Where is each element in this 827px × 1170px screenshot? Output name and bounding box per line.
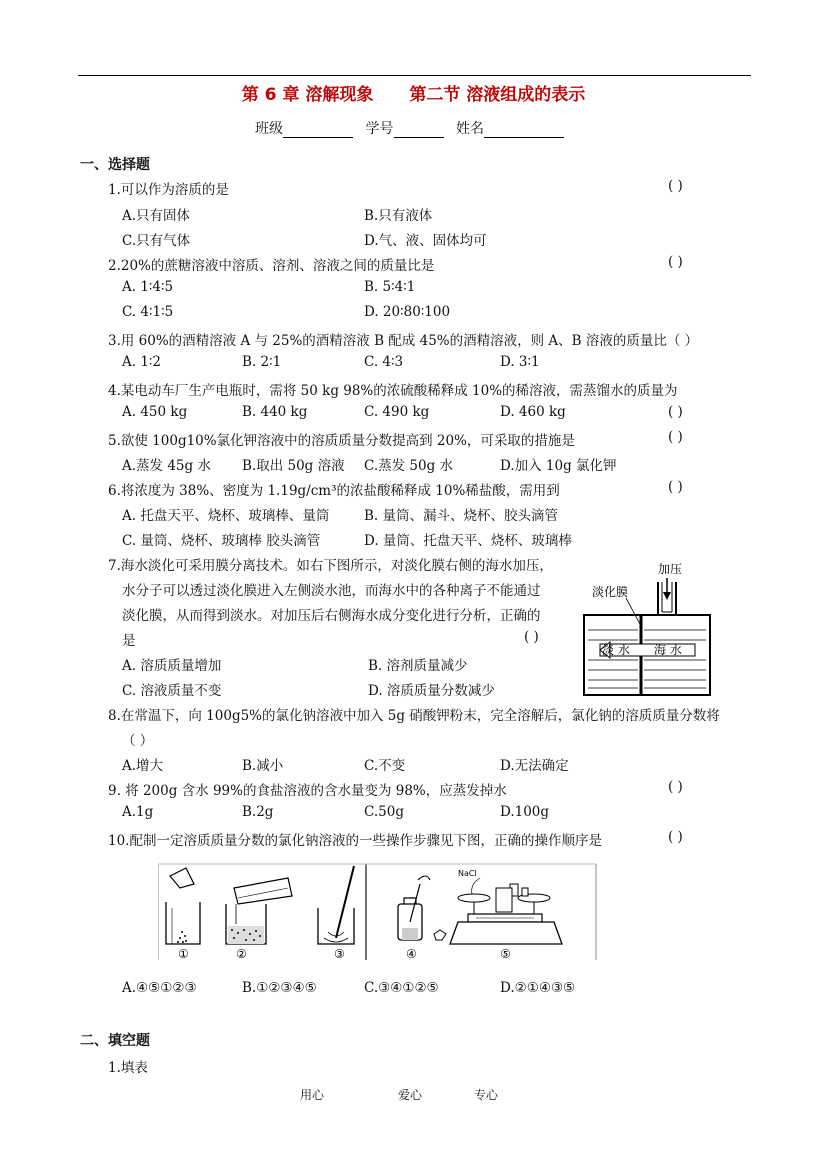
- q7-stem-line2: 水分子可以透过淡化膜进入左侧淡水池，而海水中的各种离子不能通过: [122, 583, 541, 599]
- footer-text-1: 用心: [300, 1088, 325, 1102]
- q4-option-b[interactable]: B. 440 kg: [242, 404, 308, 420]
- q9-option-d[interactable]: D.100g: [500, 804, 550, 820]
- step1-label: ①: [178, 947, 189, 961]
- q7-option-c[interactable]: C. 溶液质量不变: [122, 683, 222, 699]
- step5-label: ⑤: [500, 947, 511, 961]
- q1-answer-blank[interactable]: ( ): [668, 178, 683, 194]
- page-title: 第 6 章 溶解现象 第二节 溶液组成的表示: [241, 85, 586, 105]
- q1-option-c[interactable]: C.只有气体: [122, 233, 191, 249]
- id-label: 学号: [365, 121, 394, 137]
- q3-option-d[interactable]: D. 3∶1: [500, 354, 540, 370]
- step3-label: ③: [334, 947, 345, 961]
- q6-stem: 6.将浓度为 38%、密度为 1.19g/cm³的浓盐酸稀释成 10%稀盐酸，需用到: [108, 483, 560, 499]
- q10-option-d[interactable]: D.②①④③⑤: [500, 980, 576, 996]
- q8-option-a[interactable]: A.增大: [122, 758, 164, 774]
- lab-steps-figure: [158, 858, 598, 970]
- q3-option-a[interactable]: A. 1∶2: [122, 354, 162, 370]
- q4-option-a[interactable]: A. 450 kg: [122, 404, 188, 420]
- q10-option-b[interactable]: B.①②③④⑤: [242, 980, 317, 996]
- name-label: 姓名: [455, 121, 484, 137]
- q1-option-b[interactable]: B.只有液体: [364, 208, 433, 224]
- fig-pressure-label: 加压: [658, 562, 683, 576]
- header-rule: [78, 75, 751, 76]
- q8-answer-blank[interactable]: （ ）: [122, 733, 154, 749]
- q5-stem: 5.欲使 100g10%氯化钾溶液中的溶质质量分数提高到 20%，可采取的措施是: [108, 433, 575, 449]
- id-blank[interactable]: [394, 123, 444, 138]
- q6-option-c[interactable]: C. 量筒、烧杯、玻璃棒 胶头滴管: [122, 533, 321, 549]
- q5-answer-blank[interactable]: ( ): [668, 429, 683, 445]
- footer-text-3: 专心: [474, 1088, 499, 1102]
- q9-option-c[interactable]: C.50g: [364, 804, 404, 820]
- section-heading-choice: 一、选择题: [80, 157, 150, 173]
- q4-option-d[interactable]: D. 460 kg: [500, 404, 566, 420]
- step5-balance-icon: [450, 869, 562, 944]
- q1-option-a[interactable]: A.只有固体: [122, 208, 191, 224]
- q8-stem: 8.在常温下，向 100g5%的氯化钠溶液中加入 5g 硝酸钾粉末，完全溶解后，氯化钠的溶质质量分数将: [108, 708, 720, 724]
- q2-stem: 2.20%的蔗糖溶液中溶质、溶剂、溶液之间的质量比是: [108, 258, 435, 274]
- q5-option-a[interactable]: A.蒸发 45g 水: [122, 458, 211, 474]
- q6-option-d[interactable]: D. 量筒、托盘天平、烧杯、玻璃棒: [364, 533, 572, 549]
- q4-option-c[interactable]: C. 490 kg: [364, 404, 430, 420]
- q2-option-a[interactable]: A. 1∶4∶5: [122, 279, 174, 295]
- q7-option-a[interactable]: A. 溶质质量增加: [122, 658, 222, 674]
- class-label: 班级: [255, 121, 284, 137]
- step4-label: ④: [406, 947, 417, 961]
- q10-stem: 10.配制一定溶质质量分数的氯化钠溶液的一些操作步骤见下图，正确的操作顺序是: [108, 833, 602, 849]
- q9-option-b[interactable]: B.2g: [242, 804, 274, 820]
- q3-option-c[interactable]: C. 4∶3: [364, 354, 404, 370]
- q3-option-b[interactable]: B. 2∶1: [242, 354, 282, 370]
- desalination-figure: [580, 560, 715, 698]
- q7-stem-line1: 7.海水淡化可采用膜分离技术。如右下图所示，对淡化膜右侧的海水加压，: [108, 558, 553, 574]
- q6-option-b[interactable]: B. 量筒、漏斗、烧杯、胶头滴管: [364, 508, 559, 524]
- q5-option-d[interactable]: D.加入 10g 氯化钾: [500, 458, 617, 474]
- q9-option-a[interactable]: A.1g: [122, 804, 154, 820]
- fill-q1: 1.填表: [108, 1060, 148, 1076]
- footer-text-2: 爱心: [398, 1088, 423, 1102]
- nacl-label: NaCl: [458, 869, 477, 878]
- q4-stem: 4.某电动车厂生产电瓶时，需将 50 kg 98%的浓硫酸稀释成 10%的稀溶液，需蒸馏水的质量为: [108, 383, 678, 399]
- q10-answer-blank[interactable]: ( ): [668, 829, 683, 845]
- q7-option-d[interactable]: D. 溶质质量分数减少: [368, 683, 495, 699]
- q2-answer-blank[interactable]: ( ): [668, 254, 683, 270]
- q7-stem-line3: 淡化膜，从而得到淡水。对加压后右侧海水成分变化进行分析，正确的: [122, 608, 541, 624]
- section-heading-fill: 二、填空题: [80, 1033, 150, 1049]
- q6-option-a[interactable]: A. 托盘天平、烧杯、玻璃棒、量筒: [122, 508, 330, 524]
- step4-bottle-icon: [398, 876, 446, 940]
- student-info: [0, 118, 827, 138]
- q8-option-c[interactable]: C.不变: [364, 758, 406, 774]
- fig-membrane-label: 淡化膜: [592, 585, 629, 599]
- q7-option-b[interactable]: B. 溶剂质量减少: [368, 658, 468, 674]
- step2-label: ②: [236, 947, 247, 961]
- step2-pour-icon: [226, 878, 292, 944]
- q8-option-d[interactable]: D.无法确定: [500, 758, 569, 774]
- q5-option-c[interactable]: C.蒸发 50g 水: [364, 458, 454, 474]
- q1-stem: 1.可以作为溶质的是: [108, 182, 229, 198]
- q1-option-d[interactable]: D.气、液、固体均可: [364, 233, 487, 249]
- q9-answer-blank[interactable]: ( ): [668, 779, 683, 795]
- class-blank[interactable]: [283, 123, 353, 138]
- q9-stem: 9. 将 200g 含水 99%的食盐溶液的含水量变为 98%，应蒸发掉水: [108, 783, 507, 799]
- fig-fresh-label: 淡 水: [602, 643, 630, 657]
- q7-answer-blank[interactable]: ( ): [524, 629, 539, 645]
- step3-stir-icon: [318, 866, 354, 944]
- q2-option-c[interactable]: C. 4∶1∶5: [122, 304, 174, 320]
- q2-option-b[interactable]: B. 5∶4∶1: [364, 279, 416, 295]
- q7-stem-line4: 是: [122, 633, 136, 649]
- q2-option-d[interactable]: D. 20∶80∶100: [364, 304, 451, 320]
- q8-option-b[interactable]: B.减小: [242, 758, 284, 774]
- name-blank[interactable]: [484, 123, 564, 138]
- q6-answer-blank[interactable]: ( ): [668, 479, 683, 495]
- q10-option-a[interactable]: A.④⑤①②③: [122, 980, 197, 996]
- q3-stem: 3.用 60%的酒精溶液 A 与 25%的酒精溶液 B 配成 45%的酒精溶液，则 A、B 溶液的质量比（ ）: [108, 333, 699, 349]
- q10-option-c[interactable]: C.③④①②⑤: [364, 980, 439, 996]
- q5-option-b[interactable]: B.取出 50g 溶液: [242, 458, 345, 474]
- fig-sea-label: 海 水: [654, 643, 682, 657]
- q4-answer-blank[interactable]: ( ): [668, 404, 683, 420]
- step1-beaker-icon: [166, 868, 200, 944]
